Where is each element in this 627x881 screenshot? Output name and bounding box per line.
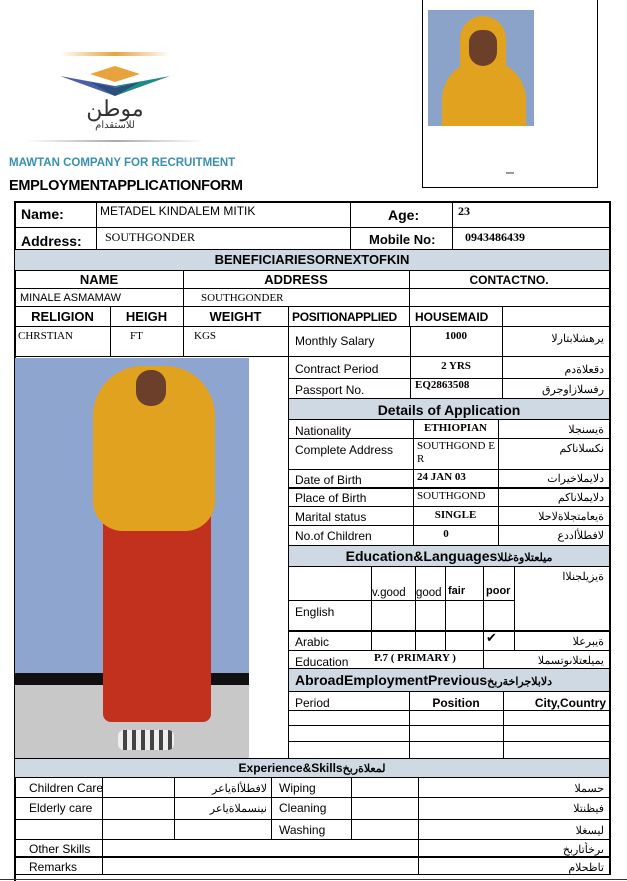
company-logo <box>55 48 175 148</box>
arabic-poor-check-icon: ✔ <box>486 630 497 645</box>
full-body-photo <box>15 358 249 758</box>
marital-label: Marital status <box>295 510 367 524</box>
complete-address-value: SOUTHGOND ER <box>417 440 495 465</box>
kin-address: SOUTHGONDER <box>201 292 284 304</box>
logo-bottom-rule <box>25 140 205 142</box>
skills-title: Experience&Skills <box>238 761 343 775</box>
skill-cleaning: Cleaning <box>279 801 327 815</box>
complete-address-arabic: نكسلاناكم <box>559 443 604 455</box>
salary-arabic: يرهشلابتارلا <box>551 333 604 345</box>
details-header: Details of Application <box>289 399 609 419</box>
previous-city-header: City,Country <box>534 696 606 710</box>
skill-washing: Washing <box>279 823 326 837</box>
kin-name: MINALE ASMAMAW <box>20 292 122 304</box>
height-header: HEIGH <box>125 309 168 324</box>
position-applied-value: HOUSEMAID <box>415 310 489 324</box>
education-header <box>289 546 609 566</box>
kin-header-name: NAME <box>79 272 119 287</box>
pob-value: SOUTHGOND <box>417 490 486 502</box>
skill-children-care-arabic: لافطلأاةياعر <box>212 783 267 795</box>
logo-top-rule <box>60 52 170 56</box>
skill-elderly-care: Elderly care <box>29 801 93 815</box>
education-arabic: يميلعتلاىوتسملا <box>537 655 604 667</box>
level-vgood: v.good <box>372 587 406 599</box>
logo-arabic-main: موطن <box>86 96 144 121</box>
logo-arabic-sub: للاستقدام <box>95 120 135 131</box>
address-value: SOUTHGONDER <box>105 230 195 244</box>
skill-wiping: Wiping <box>279 781 316 795</box>
contract-period-arabic: دقعلاةدم <box>564 364 604 376</box>
level-fair: fair <box>448 585 466 597</box>
salary-value: 1000 <box>445 330 467 342</box>
form-title: EMPLOYMENTAPPLICATIONFORM <box>9 178 243 194</box>
skills-title-arabic: لمعلاةربخ <box>342 763 386 775</box>
passport-arabic: رفسلازاوجرق <box>541 384 604 396</box>
weight-header: WEIGHT <box>209 309 262 324</box>
skill-cleaning-arabic: فيظنتلا <box>573 803 604 815</box>
small-mark <box>506 172 514 174</box>
skill-washing-arabic: ليسغلا <box>575 825 604 837</box>
level-poor: poor <box>486 585 511 597</box>
logo-chevron-icon <box>60 66 170 96</box>
passport-value: EQ2863508 <box>415 379 470 391</box>
remarks-label: Remarks <box>29 860 78 874</box>
nationality-label: Nationality <box>295 424 352 438</box>
name-value: METADEL KINDALEM MITIK <box>100 204 256 218</box>
previous-title: AbroadEmploymentPrevious <box>295 672 488 688</box>
arabic-arabic: ةيبرعلا <box>572 636 604 648</box>
contract-period-value: 2 YRS <box>441 360 471 372</box>
skills-header <box>15 759 609 777</box>
salary-label: Monthly Salary <box>295 334 375 348</box>
previous-period-header: Period <box>295 696 330 710</box>
nationality-value: ETHIOPIAN <box>424 422 487 434</box>
arabic-label: Arabic <box>295 635 330 649</box>
remarks-arabic: تاظحلام <box>568 862 604 874</box>
religion-header: RELIGION <box>31 309 94 324</box>
beneficiaries-header: BENEFICIARIESORNEXTOFKIN <box>15 250 609 270</box>
dob-value: 24 JAN 03 <box>417 471 466 483</box>
marital-value: SINGLE <box>434 509 477 521</box>
marital-arabic: ةيعامتجلاةلاحلا <box>538 511 604 523</box>
weight-value: KGS <box>194 330 217 342</box>
other-skills-arabic: ىرخأتاربخ <box>562 844 604 856</box>
level-good: good <box>416 587 442 599</box>
mobile-label: Mobile No: <box>369 232 436 247</box>
kin-header-address: ADDRESS <box>264 272 328 287</box>
name-label: Name: <box>21 206 64 222</box>
english-label: English <box>295 605 335 619</box>
education-label: Education <box>295 655 349 669</box>
children-value: 0 <box>443 528 449 540</box>
education-value: P.7 ( PRIMARY ) <box>374 652 456 664</box>
complete-address-label: Complete Address <box>295 443 394 457</box>
english-arabic: ةيزيلجنلاا <box>562 571 604 583</box>
pob-label: Place of Birth <box>295 491 367 505</box>
kin-contact <box>412 290 418 292</box>
children-arabic: لافطلأاددع <box>557 530 604 542</box>
headshot-frame <box>422 0 598 188</box>
previous-position-header: Position <box>432 696 480 710</box>
religion-value: CHRSTIAN <box>18 330 74 342</box>
education-title-arabic: ميلعتلاوةغللا <box>497 552 553 564</box>
dob-label: Date of Birth <box>295 473 362 487</box>
kin-header-contact: CONTACTNO. <box>469 273 549 287</box>
height-value: FT <box>130 330 143 342</box>
skill-wiping-arabic: حسملا <box>574 783 604 795</box>
skill-children-care: Children Care <box>29 781 104 795</box>
other-skills-label: Other Skills <box>29 842 91 856</box>
children-label: No.of Children <box>295 529 372 543</box>
passport-label: Passport No. <box>295 383 365 397</box>
mobile-value: 0943486439 <box>465 230 525 244</box>
contract-period-label: Contract Period <box>295 362 379 376</box>
address-label: Address: <box>21 233 82 249</box>
nationality-arabic: ةيسنجلا <box>568 424 604 436</box>
pob-arabic: دلايملاناكم <box>557 492 604 504</box>
previous-header <box>289 669 609 691</box>
headshot-photo <box>428 10 534 126</box>
age-value: 23 <box>458 204 470 218</box>
dob-arabic: دلايملاخيرات <box>547 473 604 485</box>
skill-elderly-care-arabic: نينسملاةياعر <box>209 803 267 815</box>
age-label: Age: <box>388 207 420 223</box>
education-title: Education&Languages <box>345 548 498 564</box>
company-name: MAWTAN COMPANY FOR RECRUITMENT <box>9 157 236 169</box>
position-applied-header: POSITIONAPPLIED <box>292 310 397 324</box>
previous-title-arabic: دلابلاجراخةربخ <box>487 676 553 688</box>
